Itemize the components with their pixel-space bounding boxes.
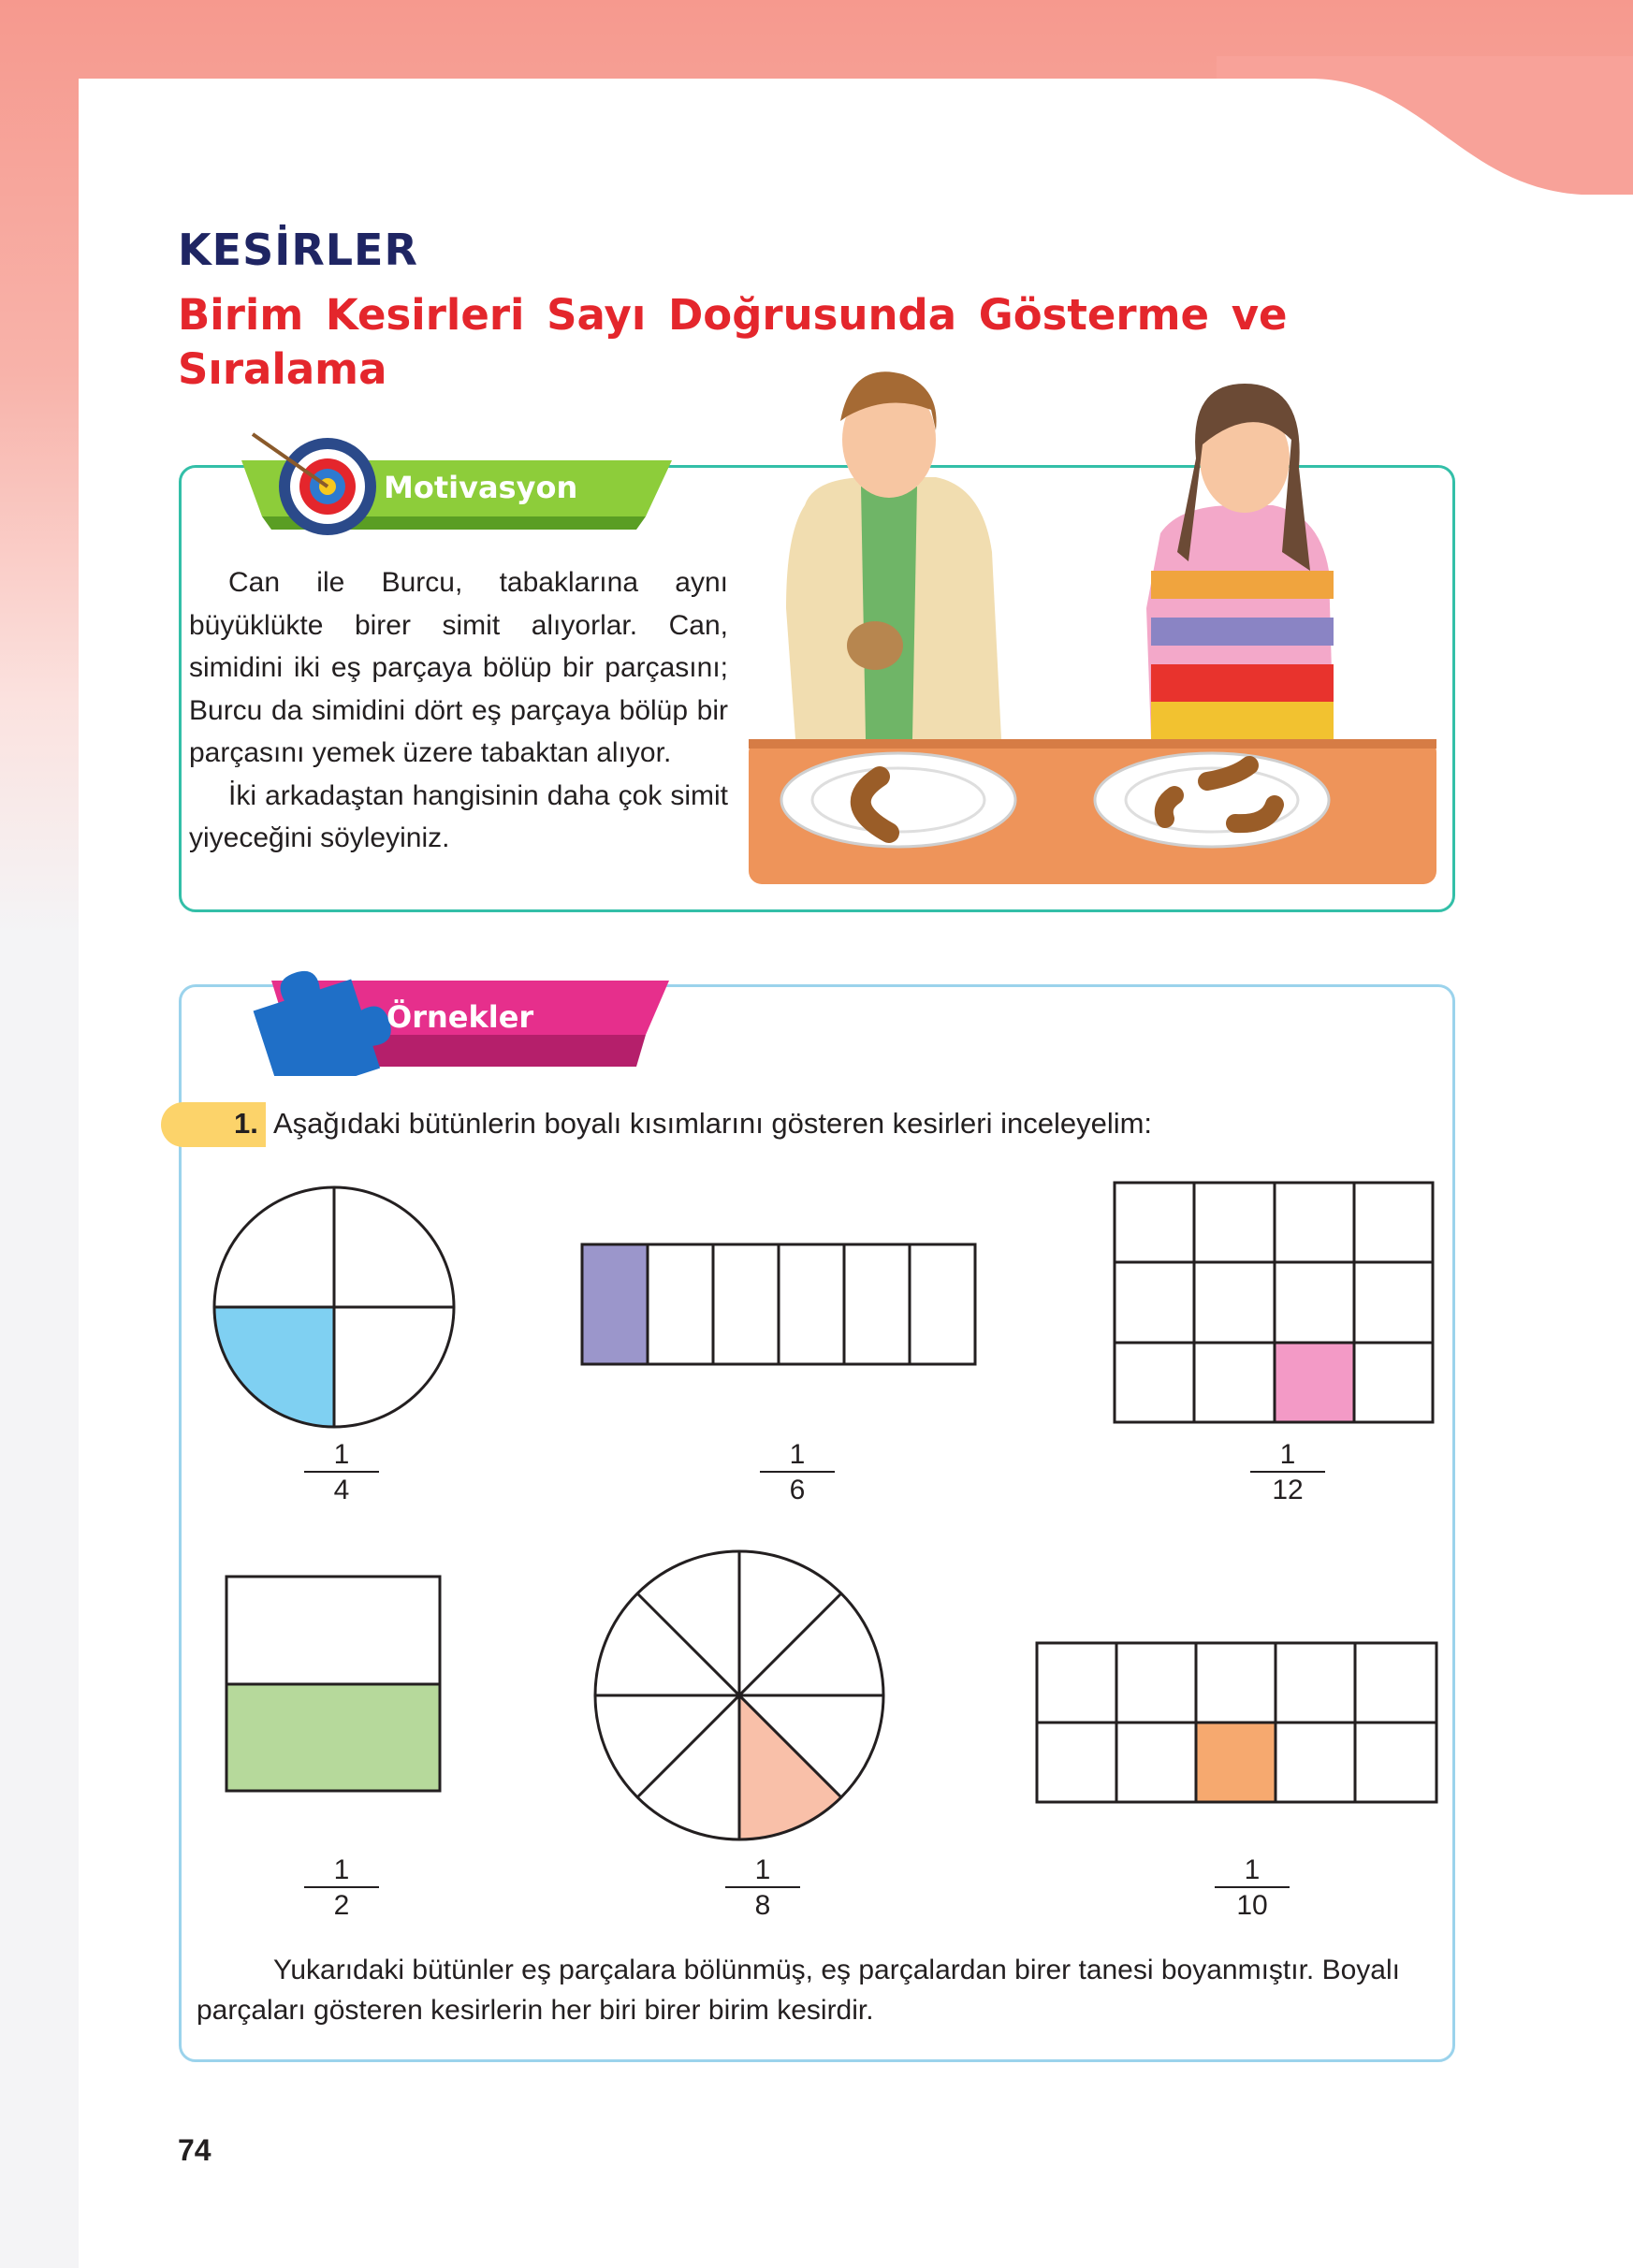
figure-circle-eighths	[591, 1548, 887, 1843]
figure-grid-twelfths	[1113, 1181, 1436, 1424]
girl-figure	[1146, 384, 1334, 739]
figure-circle-quarters	[211, 1184, 459, 1432]
shaded-eighth	[739, 1695, 841, 1839]
motivation-paragraph-2: İki arkadaştan hangisinin daha çok simit yiyeceğini söyleyiniz.	[189, 779, 728, 853]
motivation-text	[189, 561, 728, 860]
shaded-quarter	[214, 1307, 334, 1427]
fraction-1-12: 1 12	[1250, 1441, 1325, 1505]
figure-rectangle-sixths	[580, 1243, 978, 1366]
shaded-half	[226, 1684, 440, 1791]
boy-figure	[786, 371, 1001, 739]
children-illustration	[749, 365, 1436, 889]
motivation-label: Motivasyon	[384, 470, 578, 505]
figure-grid-tenths	[1035, 1641, 1439, 1806]
question-text: Aşağıdaki bütünlerin boyalı kısımlarını gösteren kesirleri inceleyelim:	[273, 1107, 1153, 1140]
fraction-1-4: 1 4	[304, 1441, 379, 1505]
motivation-paragraph-1: Can ile Burcu, tabaklarına aynı büyüklükte birer simit alıyorlar. Can, simidini iki eş parçaya bölüp bir parçasını; Burcu da simidini dört eş parçaya bölüp bir parçasını yemek üzere tabaktan alıyor.	[189, 567, 728, 768]
page-title: KESİRLER	[178, 225, 418, 275]
shaded-twelfth	[1275, 1343, 1354, 1422]
shaded-sixth	[582, 1244, 648, 1364]
fraction-1-10: 1 10	[1215, 1856, 1290, 1920]
fraction-1-2: 1 2	[304, 1856, 379, 1920]
examples-label: Örnekler	[386, 999, 534, 1035]
page-subtitle: Birim Kesirleri Sayı Doğrusunda Gösterme ve Sıralama	[178, 290, 1288, 394]
fraction-1-6: 1 6	[760, 1441, 835, 1505]
question-number: 1.	[234, 1107, 258, 1140]
fraction-1-8: 1 8	[725, 1856, 800, 1920]
figure-rectangle-halves	[225, 1575, 444, 1795]
page-number: 74	[178, 2133, 211, 2167]
shaded-tenth	[1196, 1723, 1276, 1802]
corner-curve	[1217, 56, 1633, 206]
closing-text: Yukarıdaki bütünler eş parçalara bölünmüş, eş parçalardan birer tanesi boyanmıştır. Boyalı parçaları gösteren kesirlerin her biri birer birim kesirdir.	[197, 1955, 1400, 2026]
